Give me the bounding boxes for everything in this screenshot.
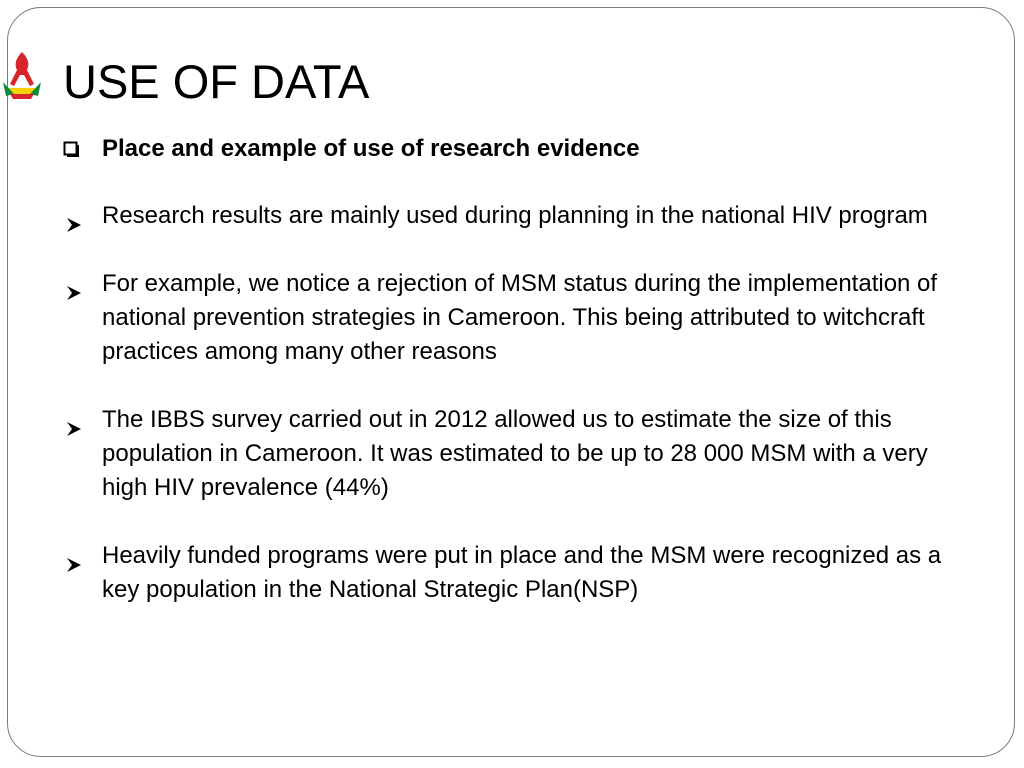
arrow-bullet-icon	[66, 277, 82, 293]
checkbox-bullet-icon	[63, 141, 80, 158]
section-heading-text: Place and example of use of research evidence	[102, 135, 640, 162]
list-item	[63, 403, 963, 505]
arrow-bullet-icon	[66, 209, 82, 225]
bullet-text: The IBBS survey carried out in 2012 allowed us to estimate the size of this population in Cameroon. It was estimated to be up to 28 000 MSM with a very high HIV prevalence (44%)	[102, 406, 928, 501]
list-item	[63, 539, 963, 607]
page-title: USE OF DATA	[63, 55, 370, 108]
section-heading	[63, 135, 640, 163]
bullet-text: Heavily funded programs were put in place and the MSM were recognized as a key population in the National Strategic Plan(NSP)	[102, 542, 942, 603]
cameroon-hiv-logo-icon	[2, 50, 42, 102]
bullet-text: Research results are mainly used during planning in the national HIV program	[102, 202, 928, 229]
bullet-text: For example, we notice a rejection of MSM status during the implementation of national prevention strategies in Cameroon. This being attributed to witchcraft practices among many other reasons	[102, 270, 938, 365]
arrow-bullet-icon	[66, 413, 82, 429]
list-item	[63, 267, 963, 369]
list-item	[63, 199, 963, 233]
bullet-list	[63, 199, 963, 641]
arrow-bullet-icon	[66, 549, 82, 565]
